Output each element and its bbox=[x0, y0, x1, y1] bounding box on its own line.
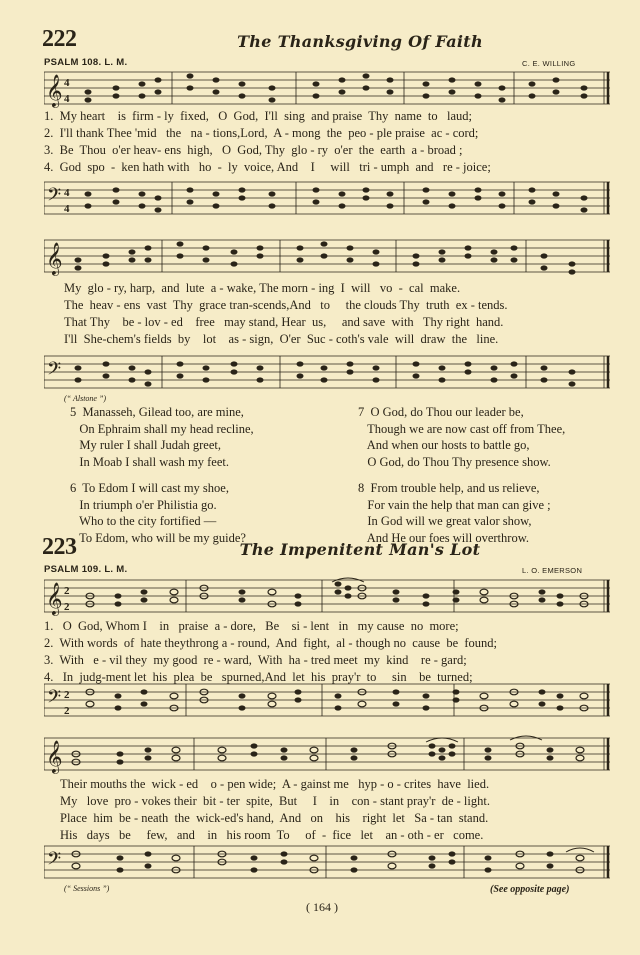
lyric-line: That Thy be - lov - ed free may stand, Hear us, and save with Thy right hand. bbox=[64, 315, 504, 329]
music-staff-bass bbox=[44, 178, 612, 220]
lyric-line: 4. God spo - ken hath with ho - ly voice, And I will tri - umph and re - joice; bbox=[44, 160, 491, 174]
stanza-line: From trouble help, and us relieve, bbox=[370, 481, 540, 495]
stanza-7 bbox=[358, 404, 565, 470]
lyric-line: I'll She-chem's fields by lot as - sign, O'er Suc - coth's vale will draw the line. bbox=[64, 332, 499, 346]
stanza-line: On Ephraim shall my head recline, bbox=[79, 421, 254, 436]
music-staff-bass bbox=[44, 842, 612, 884]
see-opposite-page-note: (See opposite page) bbox=[490, 884, 570, 895]
stanza-line: In triumph o'er Philistia go. bbox=[79, 497, 217, 512]
svg-text:𝄞: 𝄞 bbox=[46, 582, 63, 615]
stanzas-left bbox=[70, 404, 254, 556]
music-staff-bass bbox=[44, 680, 612, 722]
lyric-line: 4. In judg-ment let his plea be spurned,And let his pray'r to sin be turned; bbox=[44, 670, 473, 684]
stanza-line: For vain the help that man can give ; bbox=[367, 497, 551, 512]
music-staff-treble bbox=[44, 68, 612, 110]
stanza-line: O God, do Thou our leader be, bbox=[370, 405, 524, 419]
music-staff-treble bbox=[44, 734, 612, 776]
hymn-title-222: The Thanksgiving Of Faith bbox=[237, 32, 483, 51]
lyric-line: 1. O God, Whom I in praise a - dore, Be si - lent in my cause no more; bbox=[44, 619, 459, 633]
music-staff-treble bbox=[44, 576, 612, 618]
page-number: ( 164 ) bbox=[306, 900, 338, 914]
stanza-8 bbox=[358, 480, 565, 546]
stanza-line: In Moab I shall wash my feet. bbox=[79, 454, 229, 469]
tune-name-223: (“ Sessions ”) bbox=[64, 884, 110, 893]
hymn-meter-222: PSALM 108. L. M. bbox=[44, 57, 128, 68]
lyric-line: 1. My heart is firm - ly fixed, O God, I'll sing and praise Thy name to laud; bbox=[44, 109, 472, 123]
stanza-number: 5 bbox=[70, 405, 77, 419]
lyric-line: 2. I'll thank Thee 'mid the na - tions,Lord, A - mong the peo - ple praise ac - cord; bbox=[44, 126, 479, 140]
hymn-number-222: 222 bbox=[42, 26, 77, 52]
music-staff-bass bbox=[44, 352, 612, 394]
lyric-line: My glo - ry, harp, and lute a - wake, The morn - ing I will vo - cal make. bbox=[64, 281, 461, 295]
stanza-line: To Edom I will cast my shoe, bbox=[82, 481, 229, 495]
stanza-line: In God will we great valor show, bbox=[367, 514, 532, 528]
svg-text:4: 4 bbox=[64, 203, 70, 215]
lyric-line: His days be few, and in his room To of - fice let an - oth - er come. bbox=[60, 828, 484, 842]
hymn-number-223: 223 bbox=[42, 534, 77, 560]
lyric-line: 3. Be Thou o'er heav- ens high, O God, Thy glo - ry o'er the earth a - broad ; bbox=[44, 143, 463, 157]
stanza-line: And He our foes will overthrow. bbox=[366, 530, 530, 545]
svg-text:𝄞: 𝄞 bbox=[46, 242, 63, 275]
lyric-line: My love pro - vokes their bit - ter spite, But I in con - stant pray'r de - light. bbox=[60, 794, 490, 808]
hymn-title-223: The Impenitent Man's Lot bbox=[239, 540, 481, 559]
svg-text:2: 2 bbox=[64, 689, 70, 701]
svg-text:4: 4 bbox=[64, 93, 70, 105]
stanza-line: O God, do Thou Thy presence show. bbox=[367, 454, 551, 469]
svg-text:2: 2 bbox=[64, 705, 70, 717]
stanza-line: Though we are now cast off from Thee, bbox=[367, 421, 566, 436]
lyric-line: Place him be - neath the wick-ed's hand, And on his right let Sa - tan stand. bbox=[60, 811, 489, 825]
hymn-composer-223: L. O. EMERSON bbox=[522, 566, 583, 575]
hymn-meter-223: PSALM 109. L. M. bbox=[44, 564, 128, 575]
svg-text:2: 2 bbox=[64, 601, 70, 613]
stanza-line: And when our hosts to battle go, bbox=[366, 438, 530, 452]
stanza-number: 8 bbox=[358, 481, 365, 495]
svg-text:𝄢: 𝄢 bbox=[47, 849, 62, 874]
svg-text:4: 4 bbox=[64, 187, 70, 199]
stanza-6 bbox=[70, 480, 254, 546]
stanza-line: My ruler I shall Judah greet, bbox=[79, 438, 222, 452]
hymn-composer-222: C. E. WILLING bbox=[522, 59, 576, 68]
lyric-line: 2. With words of hate theythrong a - round, And fight, al - though no cause be found; bbox=[44, 636, 498, 650]
svg-text:𝄢: 𝄢 bbox=[47, 359, 62, 384]
lyric-line: 3. With e - vil they my good re - ward, With ha - tred meet my kind re - gard; bbox=[44, 653, 467, 667]
svg-text:𝄢: 𝄢 bbox=[47, 185, 62, 210]
stanza-line: Who to the city fortified — bbox=[79, 514, 217, 528]
svg-text:4: 4 bbox=[64, 77, 70, 89]
tune-name-222: (“ Alstone ”) bbox=[64, 394, 107, 403]
stanza-5 bbox=[70, 404, 254, 470]
stanza-line: Manasseh, Gilead too, are mine, bbox=[82, 405, 244, 419]
music-staff-treble bbox=[44, 236, 612, 278]
stanza-number: 6 bbox=[70, 481, 77, 495]
stanza-number: 7 bbox=[358, 405, 365, 419]
svg-text:𝄞: 𝄞 bbox=[46, 74, 63, 107]
stanzas-right bbox=[358, 404, 565, 556]
svg-text:𝄞: 𝄞 bbox=[46, 740, 63, 773]
stanza-line: To Edom, who will be my guide? bbox=[79, 530, 246, 545]
svg-text:𝄢: 𝄢 bbox=[47, 687, 62, 712]
svg-text:2: 2 bbox=[64, 585, 70, 597]
lyric-line: Their mouths the wick - ed o - pen wide; A - gainst me hyp - o - crites have lied. bbox=[60, 777, 490, 791]
lyric-line: The heav - ens vast Thy grace tran-scends,And to the clouds Thy truth ex - tends. bbox=[64, 298, 508, 312]
